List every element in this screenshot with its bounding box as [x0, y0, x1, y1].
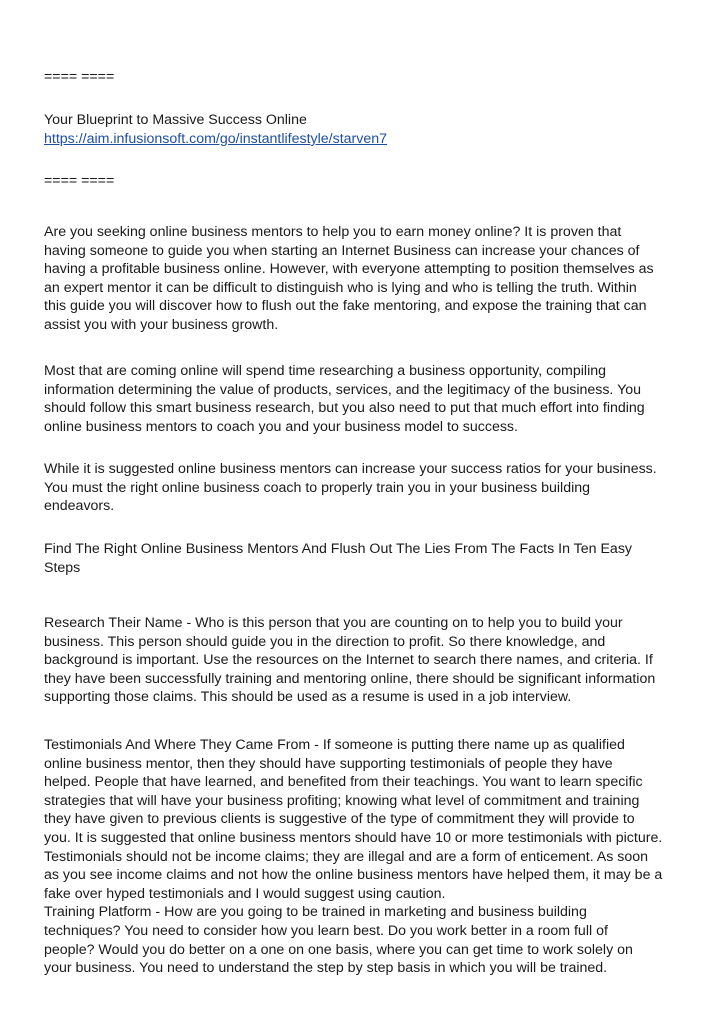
heading-line: Steps: [44, 559, 81, 576]
paragraph-line: having someone to guide you when starting an Internet Business can increase your chances of: [44, 242, 640, 259]
paragraph-line: Research Their Name - Who is this person that you are counting on to help you to build your: [44, 615, 623, 631]
paragraph-line: Are you seeking online business mentors to help you to earn money online? It is proven that: [44, 224, 622, 240]
paragraph-research-name: [44, 614, 704, 707]
paragraph-intro: [44, 223, 704, 335]
paragraph-line: having a profitable business online. However, with everyone attempting to position themselves as: [44, 261, 654, 278]
paragraph-line: as you see income claims and not how the online business mentors have helped them, it may be a: [44, 867, 663, 884]
paragraph-line: Testimonials should not be income claims; they are illegal and are a form of enticement. As soon: [44, 848, 649, 865]
paragraph-line: an expert mentor it can be difficult to distinguish who is lying and who is telling the truth. Within: [44, 279, 637, 296]
paragraph-line: background is important. Use the resources on the Internet to search there names, and criteria. If: [44, 652, 653, 669]
paragraph-line: fake over hyped testimonials and I would suggest using caution.: [44, 885, 446, 902]
paragraph-line: Testimonials And Where They Came From - If someone is putting there name up as qualified: [44, 737, 625, 753]
paragraph-line: online business mentor, then they should have supporting testimonials of people they have: [44, 755, 613, 772]
paragraph-line: business. This person should guide you in the direction to profit. So there knowledge, and: [44, 633, 606, 650]
paragraph-line: While it is suggested online business mentors can increase your success ratios for your business.: [44, 461, 657, 477]
paragraph-line: You must the right online business coach to properly train you in your business building: [44, 479, 591, 496]
paragraph-line: supporting those claims. This should be used as a resume is used in a job interview.: [44, 689, 572, 706]
paragraph-line: you. It is suggested that online business mentors should have 10 or more testimonials with picture.: [44, 829, 663, 846]
paragraph-line: helped. People that have learned, and benefited from their teachings. You want to learn specific: [44, 774, 643, 791]
paragraph-research: [44, 362, 704, 436]
paragraph-line: strategies that will have your business profiting; knowing what level of commitment and training: [44, 792, 640, 809]
paragraph-line: people? Would you do better on a one on one basis, where you can get time to work solely on: [44, 941, 633, 958]
paragraph-line: assist you with your business growth.: [44, 316, 279, 333]
paragraph-line: they have been successfully training and mentoring online, there should be significant information: [44, 670, 656, 687]
paragraph-success-ratios: [44, 460, 704, 516]
blueprint-link[interactable]: https://aim.infusionsoft.com/go/instantlifestyle/starven7: [44, 131, 388, 147]
separator-top: ==== ====: [44, 69, 115, 85]
paragraph-line: your business. You need to understand the step by step basis in which you will be trained.: [44, 960, 608, 977]
paragraph-testimonials: [44, 736, 704, 978]
paragraph-line: should follow this smart business research, but you also need to put that much effort into finding: [44, 400, 645, 417]
section-heading: [44, 540, 704, 577]
paragraph-line: online business mentors to coach you and your business model to success.: [44, 418, 518, 435]
paragraph-line: this guide you will discover how to flush out the fake mentoring, and expose the training that can: [44, 298, 647, 315]
paragraph-line: Most that are coming online will spend time researching a business opportunity, compiling: [44, 363, 607, 379]
paragraph-line: techniques? You need to consider how you learn best. Do you work better in a room full of: [44, 922, 608, 939]
paragraph-line: Training Platform - How are you going to be trained in marketing and business building: [44, 904, 587, 921]
paragraph-line: they have given to previous clients is suggestive of the type of commitment they will provide to: [44, 811, 635, 828]
paragraph-line: information determining the value of products, services, and the legitimacy of the business. You: [44, 381, 642, 398]
blueprint-title: Your Blueprint to Massive Success Online: [44, 112, 307, 128]
separator-bottom: ==== ====: [44, 173, 115, 189]
paragraph-line: endeavors.: [44, 498, 115, 515]
heading-line: Find The Right Online Business Mentors And Flush Out The Lies From The Facts In Ten Easy: [44, 541, 633, 557]
